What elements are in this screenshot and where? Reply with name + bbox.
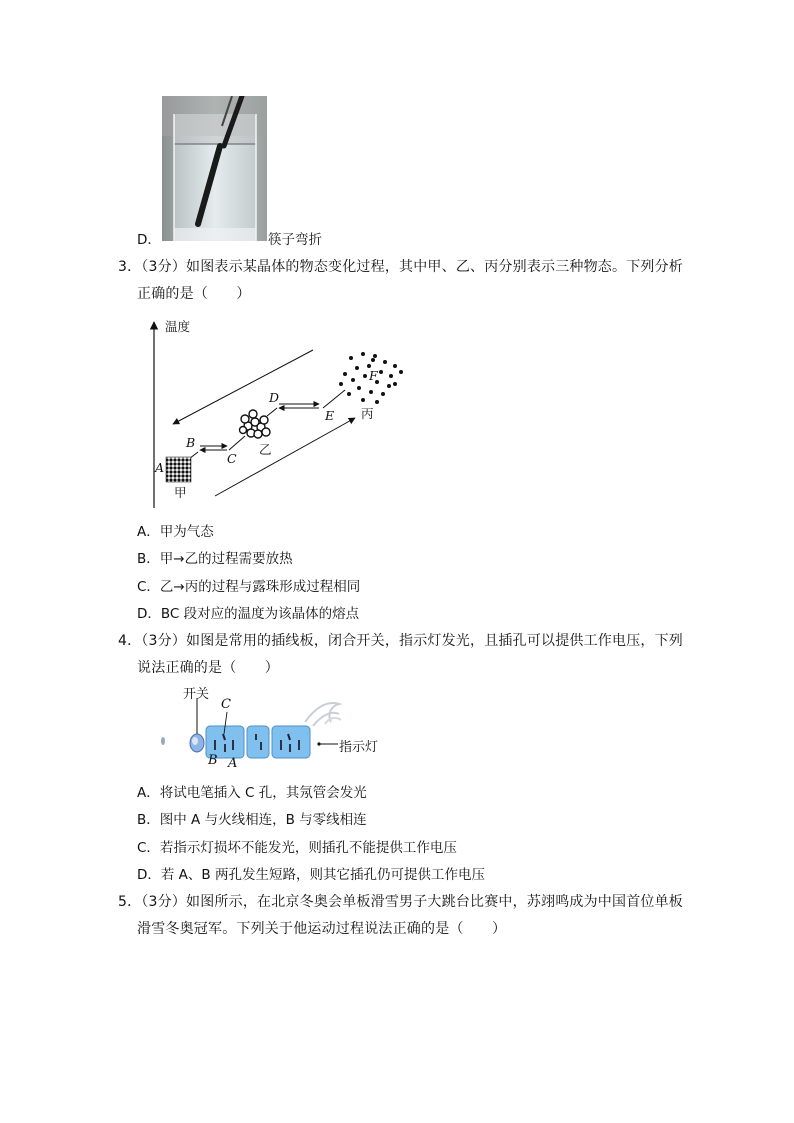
point-label-b: B <box>186 435 196 450</box>
q5-stem-line2: 滑雪冬奥冠军。下列关于他运动过程说法正确的是（ ） <box>137 921 507 937</box>
solid-lattice-icon <box>166 457 191 482</box>
point-label-c: C <box>227 451 237 466</box>
q4-option-d: D．若 A、B 两孔发生短路，则其它插孔仍可提供工作电压 <box>137 867 485 883</box>
hole-label-c: C <box>221 697 231 712</box>
q4-stem-line2: 说法正确的是（ ） <box>137 660 279 676</box>
q4-stem-line1: 4．（3分）如图是常用的插线板，闭合开关，指示灯发光，且插孔可以提供工作电压，下列 <box>118 633 684 649</box>
q3-option-c: C．乙→丙的过程与露珠形成过程相同 <box>137 579 361 595</box>
liquid-cluster-icon <box>240 410 271 438</box>
q4-option-a: A．将试电笔插入 C 孔，其氖管会发光 <box>137 785 367 801</box>
option-d-text: 筷子弯折 <box>268 232 322 248</box>
hole-label-a: A <box>228 756 238 771</box>
option-d-letter: D． <box>137 232 161 248</box>
q3-option-a: A．甲为气态 <box>137 524 214 540</box>
socket-two-hole-icon <box>247 726 269 758</box>
q3-figure <box>145 314 415 510</box>
socket-five-hole-icon <box>272 726 310 758</box>
q3-stem-line1: 3．（3分）如图表示某晶体的物态变化过程，其中甲、乙、丙分别表示三种物态。下列分析 <box>118 259 684 275</box>
hole-label-b: B <box>208 753 218 768</box>
point-label-a: A <box>155 460 165 475</box>
q3-option-b: B．甲→乙的过程需要放热 <box>137 551 293 567</box>
state-label-bing: 丙 <box>361 406 374 421</box>
state-label-jia: 甲 <box>174 485 187 500</box>
point-label-f: F <box>369 368 378 383</box>
state-label-yi: 乙 <box>259 442 272 457</box>
indicator-light-icon <box>317 742 320 745</box>
indicator-label: 指示灯 <box>339 740 379 755</box>
q4-option-b: B．图中 A 与火线相连，B 与零线相连 <box>137 812 367 828</box>
axis-label-temperature: 温度 <box>165 319 191 334</box>
q5-stem-line1: 5．（3分）如图所示，在北京冬奥会单板滑雪男子大跳台比赛中，苏翊鸣成为中国首位单板 <box>118 894 684 910</box>
point-label-e: E <box>325 408 335 423</box>
q3-stem-line2: 正确的是（ ） <box>137 286 251 302</box>
q4-option-c: C．若指示灯损坏不能发光，则插孔不能提供工作电压 <box>137 840 457 856</box>
chopsticks-photo <box>162 96 267 241</box>
q4-figure <box>155 680 395 774</box>
q3-option-d: D．BC 段对应的温度为该晶体的熔点 <box>137 606 360 622</box>
point-label-d: D <box>269 390 280 405</box>
switch-label: 开关 <box>183 687 210 702</box>
